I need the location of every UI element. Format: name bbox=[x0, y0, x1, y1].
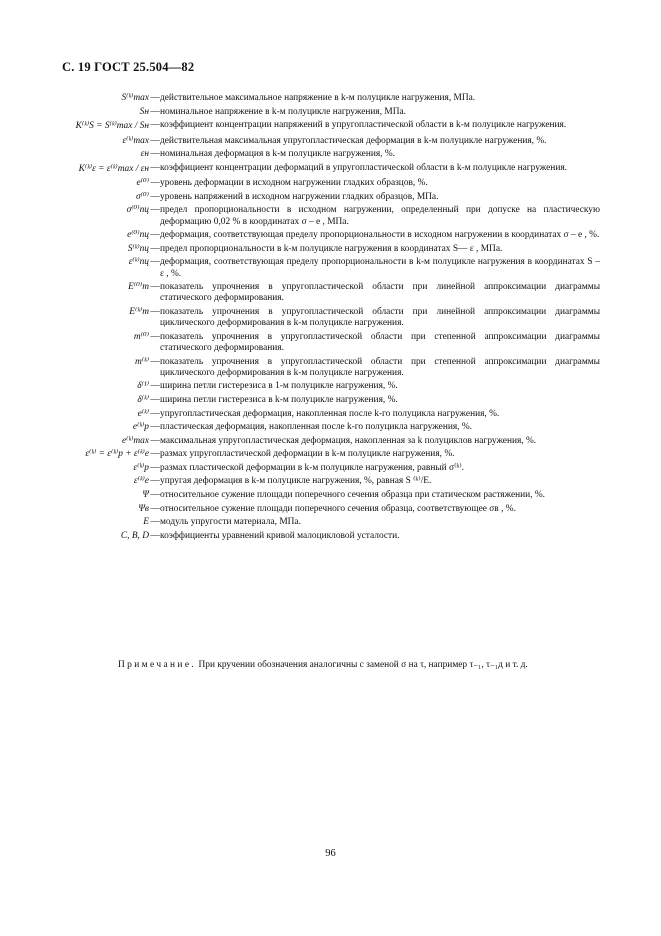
note-text: При кручении обозначения аналогичны с заменой σ на τ, например τ₋₁, τ₋₁д и т. д. bbox=[198, 660, 528, 670]
definition-symbol: E⁽⁰⁾т bbox=[128, 282, 149, 293]
definition-dash: — bbox=[150, 93, 160, 103]
definition-symbol: ε⁽ᵏ⁾p bbox=[133, 462, 149, 473]
definition-dash: — bbox=[150, 178, 160, 189]
definition-text: действительное максимальное напряжение в k-м полуцикле нагружения, МПа. bbox=[160, 93, 476, 103]
definition-dash: — bbox=[150, 422, 160, 433]
definition-text: показатель упрочнения в упругопластической области при степенной аппроксимации диаграммы циклического деформирования в k-м полуцикле нагружения. bbox=[160, 356, 600, 378]
definition-symbol: e⁽ᵏ⁾ bbox=[137, 408, 149, 419]
definition-symbol: e⁽⁰⁾пц bbox=[127, 230, 149, 241]
definitions-list bbox=[60, 93, 600, 544]
definition-text: относительное сужение площади поперечного сечения образца, соответствующее σв , %. bbox=[160, 503, 516, 514]
definition-dash: — bbox=[150, 106, 160, 117]
definition-text: показатель упрочнения в упругопластической области при линейной аппроксимации диаграммы статического деформирования. bbox=[160, 282, 600, 304]
definition-dash: — bbox=[150, 517, 160, 528]
definition-row bbox=[60, 205, 600, 227]
definition-dash: — bbox=[150, 306, 160, 317]
definition-symbol: K⁽ᵏ⁾ε = ε⁽ᵏ⁾max / εн bbox=[78, 163, 149, 174]
definition-dash: — bbox=[150, 476, 160, 487]
definition-text: деформация, соответствующая пределу пропорциональности в исходном нагружении в координатах σ – e , %. bbox=[160, 230, 600, 241]
definition-symbol: e⁽ᵏ⁾max bbox=[121, 435, 149, 446]
definition-dash: — bbox=[150, 162, 160, 173]
definition-dash: — bbox=[150, 243, 160, 254]
definition-text: коэффициент концентрации деформаций в упругопластической области в k-м полуцикле нагружения. bbox=[160, 162, 567, 173]
definition-dash: — bbox=[150, 503, 160, 514]
definition-row bbox=[60, 178, 600, 189]
definition-text: коэффициенты уравнений кривой малоцикловой усталости. bbox=[160, 530, 400, 541]
page-number: 96 bbox=[325, 848, 336, 859]
definition-row bbox=[60, 332, 600, 354]
definition-symbol: ε⁽ᵏ⁾max bbox=[122, 135, 149, 146]
definition-symbol: e⁽ᵏ⁾p bbox=[132, 422, 149, 433]
definition-row bbox=[60, 149, 600, 160]
definition-text: номинальное напряжение в k-м полуцикле нагружения, МПа. bbox=[160, 106, 407, 117]
definition-text: размах упругопластической деформации в k-м полуцикле нагружения, %. bbox=[160, 449, 455, 460]
definition-row bbox=[60, 381, 600, 392]
definition-symbol: m⁽ᵏ⁾ bbox=[134, 356, 149, 367]
definition-dash: — bbox=[150, 191, 160, 202]
definition-symbol: S⁽ᵏ⁾max bbox=[121, 93, 149, 103]
definition-row bbox=[60, 244, 600, 255]
definition-dash: — bbox=[150, 449, 160, 460]
definition-dash: — bbox=[150, 530, 160, 541]
definition-text: действительная максимальная упругопластическая деформация в k-м полуцикле нагружения, %. bbox=[160, 135, 547, 146]
definition-dash: — bbox=[150, 331, 160, 342]
definition-symbol: ε⁽ᵏ⁾пц bbox=[128, 257, 149, 268]
definition-text: пластическая деформация, накопленная после k-го полуцикла нагружения, %. bbox=[160, 422, 473, 433]
definition-row bbox=[60, 409, 600, 420]
definition-symbol: δ⁽¹⁾ bbox=[137, 381, 149, 392]
note-label: Примечание. bbox=[118, 660, 197, 670]
definition-row bbox=[60, 282, 600, 304]
page-header: С. 19 ГОСТ 25.504—82 bbox=[62, 60, 195, 74]
definition-dash: — bbox=[150, 462, 160, 473]
definition-text: предел пропорциональности в исходном нагружении, определенный при допуске на пластическую деформацию 0,02 % в координатах σ – e , МПа. bbox=[160, 205, 600, 227]
definition-row bbox=[60, 504, 600, 515]
definition-row bbox=[60, 257, 600, 279]
definition-symbol: m⁽⁰⁾ bbox=[133, 331, 149, 342]
definition-symbol: εн bbox=[140, 149, 149, 160]
definition-dash: — bbox=[150, 356, 160, 367]
definition-symbol: δ⁽ᵏ⁾ bbox=[137, 394, 149, 405]
definition-row bbox=[60, 93, 600, 104]
definition-dash: — bbox=[150, 120, 160, 131]
definition-row bbox=[60, 531, 600, 542]
definition-text: упругая деформация в k-м полуцикле нагружения, %, равная S ⁽ᵏ⁾/E. bbox=[160, 476, 432, 487]
definition-text: номинальная деформация в k-м полуцикле нагружения, %. bbox=[160, 149, 396, 160]
definition-symbol: σ⁽⁰⁾пц bbox=[126, 205, 149, 216]
definition-symbol: E⁽ᵏ⁾т bbox=[129, 306, 149, 317]
definition-text: коэффициент концентрации напряжений в упругопластической области в k-м полуцикле нагружения. bbox=[160, 120, 567, 131]
note-paragraph bbox=[118, 660, 608, 671]
definition-row bbox=[60, 357, 600, 379]
definition-row bbox=[60, 395, 600, 406]
definition-row bbox=[60, 463, 600, 474]
definition-text: ширина петли гистерезиса в 1-м полуцикле нагружения, %. bbox=[160, 381, 398, 392]
definition-symbol: Ψ bbox=[142, 490, 149, 501]
definition-text: уровень напряжений в исходном нагружении гладких образцов, МПа. bbox=[160, 191, 439, 202]
definition-symbol: C̄, B̄, D̄ bbox=[120, 530, 149, 541]
definition-symbol: σ⁽⁰⁾ bbox=[136, 191, 149, 202]
definition-text: ширина петли гистерезиса в k-м полуцикле нагружения, %. bbox=[160, 394, 398, 405]
definition-symbol: e⁽⁰⁾ bbox=[136, 178, 149, 189]
definition-dash: — bbox=[150, 282, 160, 293]
definition-row bbox=[60, 107, 600, 118]
definition-row bbox=[60, 120, 600, 133]
definition-dash: — bbox=[150, 435, 160, 446]
definition-dash: — bbox=[150, 205, 160, 216]
definition-dash: — bbox=[150, 408, 160, 419]
definition-dash: — bbox=[150, 394, 160, 405]
definition-row bbox=[60, 449, 600, 460]
definition-symbol: S⁽ᵏ⁾пц bbox=[127, 243, 149, 254]
definition-text: показатель упрочнения в упругопластической области при линейной аппроксимации диаграммы циклического деформирования в k-м полуцикле нагружения. bbox=[160, 306, 600, 329]
definition-row bbox=[60, 517, 600, 528]
definition-text: предел пропорциональности в k-м полуцикле нагружения в координатах S— ε , МПа. bbox=[160, 243, 503, 254]
definition-text: уровень деформации в исходном нагружении гладких образцов, %. bbox=[160, 178, 428, 189]
definition-symbol: K⁽ᵏ⁾S = S⁽ᵏ⁾max / Sн bbox=[75, 121, 149, 132]
definition-row bbox=[60, 307, 600, 329]
definition-text: показатель упрочнения в упругопластической области при степенной аппроксимации диаграммы статического деформирования. bbox=[160, 331, 600, 353]
definition-dash: — bbox=[150, 135, 160, 146]
definition-symbol: Ψв bbox=[138, 503, 149, 514]
definition-symbol: ε⁽ᵏ⁾e bbox=[133, 476, 149, 487]
definition-symbol: ε⁽ᵏ⁾ = ε⁽ᵏ⁾p + ε⁽ᵏ⁾e bbox=[85, 449, 149, 460]
definition-dash: — bbox=[150, 381, 160, 392]
definition-dash: — bbox=[150, 257, 160, 268]
definition-text: деформация, соответствующая пределу пропорциональности в k-м полуцикле нагружения в координатах S – ε , %. bbox=[160, 257, 600, 279]
definition-row bbox=[60, 136, 600, 147]
definition-row bbox=[60, 476, 600, 487]
definition-row bbox=[60, 422, 600, 433]
definition-text: максимальная упругопластическая деформация, накопленная за k полуциклов нагружения, %. bbox=[160, 435, 537, 446]
definition-dash: — bbox=[150, 149, 160, 160]
definition-row bbox=[60, 436, 600, 447]
definition-symbol: E bbox=[143, 517, 149, 528]
definition-dash: — bbox=[150, 490, 160, 501]
definition-text: модуль упругости материала, МПа. bbox=[160, 517, 301, 528]
definition-symbol: Sн bbox=[139, 106, 149, 117]
definition-text: размах пластической деформации в k-м полуцикле нагружения, равный σ⁽ᵏ⁾. bbox=[160, 462, 464, 473]
definition-text: относительное сужение площади поперечного сечения образца при статическом растяжении, %. bbox=[160, 490, 546, 501]
definition-text: упругопластическая деформация, накопленная после k-го полуцикла нагружения, %. bbox=[160, 408, 500, 419]
definition-row bbox=[60, 163, 600, 176]
definition-row bbox=[60, 490, 600, 501]
definition-row bbox=[60, 192, 600, 203]
definition-dash: — bbox=[150, 230, 160, 241]
definition-row bbox=[60, 230, 600, 241]
